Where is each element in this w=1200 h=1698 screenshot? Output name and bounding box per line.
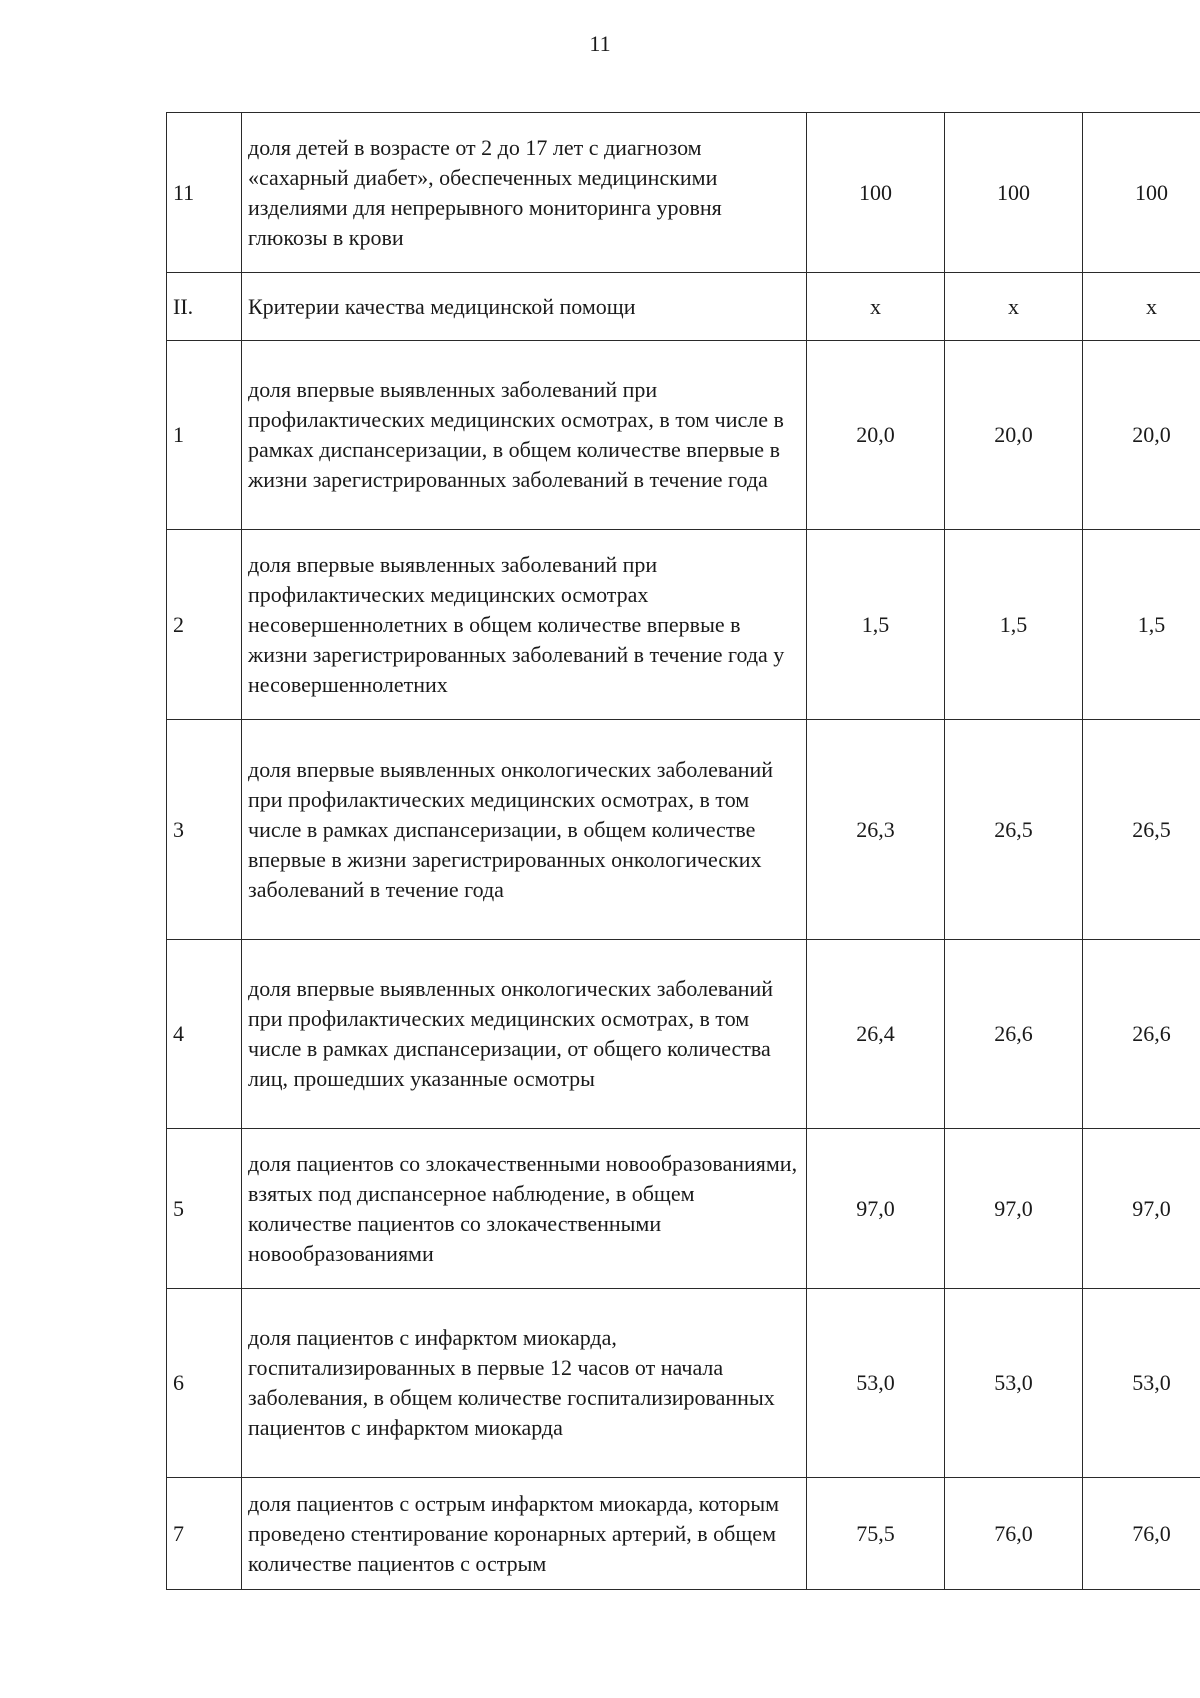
row-value-3: 100 [1083, 113, 1200, 273]
row-description: доля впервые выявленных заболеваний при профилактических медицинских осмотрах несовершеннолетних в общем количестве впервые в жизни зарегистрированных заболеваний в течение года у несовершеннолетних [242, 530, 807, 720]
table-row [167, 1478, 1200, 1590]
page-number: 11 [589, 31, 611, 56]
row-description: доля пациентов с острым инфарктом миокарда, которым проведено стентирование коронарных артерий, в общем количестве пациентов с острым [242, 1478, 807, 1590]
row-value-2: 100 [945, 113, 1083, 273]
row-value-1: 1,5 [807, 530, 945, 720]
row-value-1: 97,0 [807, 1129, 945, 1289]
row-number: 5 [167, 1129, 242, 1289]
row-value-3: 53,0 [1083, 1289, 1200, 1478]
row-value-2: 26,5 [945, 720, 1083, 940]
row-value-3: 20,0 [1083, 341, 1200, 530]
row-value-3: 26,6 [1083, 940, 1200, 1129]
row-description: доля впервые выявленных онкологических заболеваний при профилактических медицинских осмотрах, в том числе в рамках диспансеризации, в общем количестве впервые в жизни зарегистрированных онкологических заболеваний в течение года [242, 720, 807, 940]
row-value-3: 76,0 [1083, 1478, 1200, 1590]
section-header-row [167, 273, 1200, 341]
row-number: 1 [167, 341, 242, 530]
row-description: доля впервые выявленных онкологических заболеваний при профилактических медицинских осмотрах, в том числе в рамках диспансеризации, от общего количества лиц, прошедших указанные осмотры [242, 940, 807, 1129]
row-description: доля детей в возрасте от 2 до 17 лет с диагнозом «сахарный диабет», обеспеченных медицинскими изделиями для непрерывного мониторинга уровня глюкозы в крови [242, 113, 807, 273]
section-number: II. [167, 273, 242, 341]
row-value-3: 26,5 [1083, 720, 1200, 940]
row-value-1: 53,0 [807, 1289, 945, 1478]
row-value-1: 75,5 [807, 1478, 945, 1590]
row-value-1: х [807, 273, 945, 341]
table-row [167, 940, 1200, 1129]
row-value-3: 1,5 [1083, 530, 1200, 720]
table-row [167, 1129, 1200, 1289]
row-value-2: 97,0 [945, 1129, 1083, 1289]
row-value-1: 20,0 [807, 341, 945, 530]
table-row [167, 113, 1200, 273]
row-number: 2 [167, 530, 242, 720]
row-number: 6 [167, 1289, 242, 1478]
row-number: 3 [167, 720, 242, 940]
table-row [167, 341, 1200, 530]
row-value-2: 76,0 [945, 1478, 1083, 1590]
row-value-1: 26,4 [807, 940, 945, 1129]
row-value-2: 1,5 [945, 530, 1083, 720]
row-value-2: 53,0 [945, 1289, 1083, 1478]
row-value-2: 20,0 [945, 341, 1083, 530]
row-value-3: 97,0 [1083, 1129, 1200, 1289]
row-value-3: х [1083, 273, 1200, 341]
row-description: доля пациентов с инфарктом миокарда, госпитализированных в первые 12 часов от начала заболевания, в общем количестве госпитализированных пациентов с инфарктом миокарда [242, 1289, 807, 1478]
criteria-table [166, 112, 1200, 1590]
table-row [167, 530, 1200, 720]
row-value-2: 26,6 [945, 940, 1083, 1129]
table-row [167, 720, 1200, 940]
row-number: 4 [167, 940, 242, 1129]
row-number: 11 [167, 113, 242, 273]
row-value-1: 26,3 [807, 720, 945, 940]
table-row [167, 1289, 1200, 1478]
row-description: доля впервые выявленных заболеваний при профилактических медицинских осмотрах, в том числе в рамках диспансеризации, в общем количестве впервые в жизни зарегистрированных заболеваний в течение года [242, 341, 807, 530]
row-value-1: 100 [807, 113, 945, 273]
section-title: Критерии качества медицинской помощи [242, 273, 807, 341]
row-description: доля пациентов со злокачественными новообразованиями, взятых под диспансерное наблюдение, в общем количестве пациентов со злокачественными новообразованиями [242, 1129, 807, 1289]
row-number: 7 [167, 1478, 242, 1590]
row-value-2: х [945, 273, 1083, 341]
